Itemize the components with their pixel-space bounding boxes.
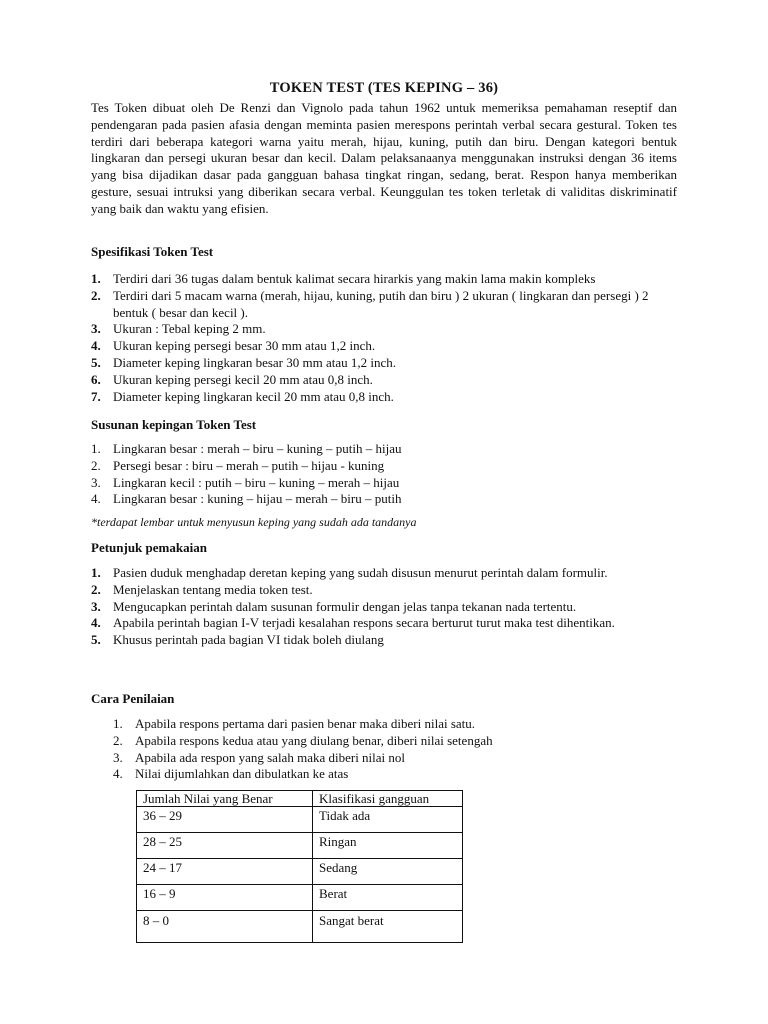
table-cell: Sedang — [313, 859, 463, 885]
petunjuk-heading: Petunjuk pemakaian — [91, 540, 207, 555]
list-item: 3. Ukuran : Tebal keping 2 mm. — [91, 321, 266, 337]
list-item: 1. Terdiri dari 36 tugas dalam bentuk kalimat secara hirarkis yang makin lama makin kompleks — [91, 271, 596, 286]
table-cell: 16 – 9 — [137, 885, 313, 911]
penilaian-heading: Cara Penilaian — [91, 691, 175, 706]
table-cell: Sangat berat — [313, 911, 463, 943]
list-item: 4. Apabila perintah bagian I-V terjadi kesalahan respons secara berturut turut maka test dihentikan. — [91, 615, 615, 631]
spesifikasi-list — [91, 271, 681, 405]
table-cell: 36 – 29 — [137, 807, 313, 833]
table-cell: 24 – 17 — [137, 859, 313, 885]
table-row — [137, 885, 463, 911]
table-cell: 8 – 0 — [137, 911, 313, 943]
list-item: 1. Apabila respons pertama dari pasien benar maka diberi nilai satu. — [113, 716, 476, 731]
spesifikasi-heading: Spesifikasi Token Test — [91, 244, 214, 259]
list-item: 1. Pasien duduk menghadap deretan keping yang sudah disusun menurut perintah dalam formulir. — [91, 565, 608, 580]
list-item: 5. Khusus perintah pada bagian VI tidak boleh diulang — [91, 632, 384, 648]
list-item: 3. Mengucapkan perintah dalam susunan formulir dengan jelas tanpa tekanan nada tertentu. — [91, 598, 577, 614]
document-title: TOKEN TEST (TES KEPING – 36) — [269, 80, 499, 96]
list-item: 2. Terdiri dari 5 macam warna (merah, hijau, kuning, putih dan biru ) 2 ukuran ( lingkaran dan persegi ) 2 bentuk ( besar dan kecil ). — [91, 287, 649, 320]
susunan-heading: Susunan kepingan Token Test — [91, 417, 257, 432]
list-item: 5. Diameter keping lingkaran besar 30 mm atau 1,2 inch. — [91, 354, 397, 370]
table-row — [137, 859, 463, 885]
intro-paragraph: Tes Token dibuat oleh De Renzi dan Vignolo pada tahun 1962 untuk memeriksa pemahaman reseptif dan pendengaran pada pasien afasia dengan meminta pasien merespons perintah verbal secara gestural. Token tes terdiri dari beberapa kategori warna yaitu merah, hijau, kuning, putih dan biru. Dengan kategori bentuk lingkaran dan persegi ukuran besar dan kecil. Dalam pelaksanaanya menggunakan instruksi dengan 36 items yang bisa dijadikan dasar pada gangguan bahasa tingkat ringan, sedang, berat. Respon hanya memberikan gesture, sesuai intruksi yang diberikan secara verbal. Keunggulan tes token terletak di validitas diskriminatif yang baik dan waktu yang efisien. — [91, 100, 677, 216]
table-cell: 28 – 25 — [137, 833, 313, 859]
list-item: 3. Lingkaran kecil : putih – biru – kuning – merah – hijau — [91, 474, 400, 490]
table-header-cell: Jumlah Nilai yang Benar — [137, 791, 313, 807]
list-item: 4. Ukuran keping persegi besar 30 mm atau 1,2 inch. — [91, 338, 376, 354]
penilaian-list — [113, 716, 673, 783]
table-row — [137, 833, 463, 859]
table-row — [137, 911, 463, 943]
table-cell: Berat — [313, 885, 463, 911]
susunan-list — [91, 441, 681, 508]
table-cell: Ringan — [313, 833, 463, 859]
list-item: 6. Ukuran keping persegi kecil 20 mm atau 0,8 inch. — [91, 371, 373, 387]
susunan-note: *terdapat lembar untuk menyusun keping yang sudah ada tandanya — [91, 515, 417, 529]
table-row — [137, 807, 463, 833]
table-cell: Tidak ada — [313, 807, 463, 833]
list-item: 4. Nilai dijumlahkan dan dibulatkan ke atas — [113, 766, 349, 782]
list-item: 2. Apabila respons kedua atau yang diulang benar, diberi nilai setengah — [113, 732, 493, 748]
list-item: 1. Lingkaran besar : merah – biru – kuning – putih – hijau — [91, 441, 402, 456]
table-header-cell: Klasifikasi gangguan — [313, 791, 463, 807]
list-item: 2. Persegi besar : biru – merah – putih – hijau - kuning — [91, 457, 385, 473]
list-item: 2. Menjelaskan tentang media token test. — [91, 581, 313, 597]
list-item: 7. Diameter keping lingkaran kecil 20 mm atau 0,8 inch. — [91, 388, 394, 404]
table-header-row — [137, 791, 463, 807]
classification-table — [136, 790, 463, 943]
list-item: 3. Apabila ada respon yang salah maka diberi nilai nol — [113, 749, 406, 765]
list-item: 4. Lingkaran besar : kuning – hijau – merah – biru – putih — [91, 491, 402, 507]
petunjuk-list — [91, 565, 681, 649]
